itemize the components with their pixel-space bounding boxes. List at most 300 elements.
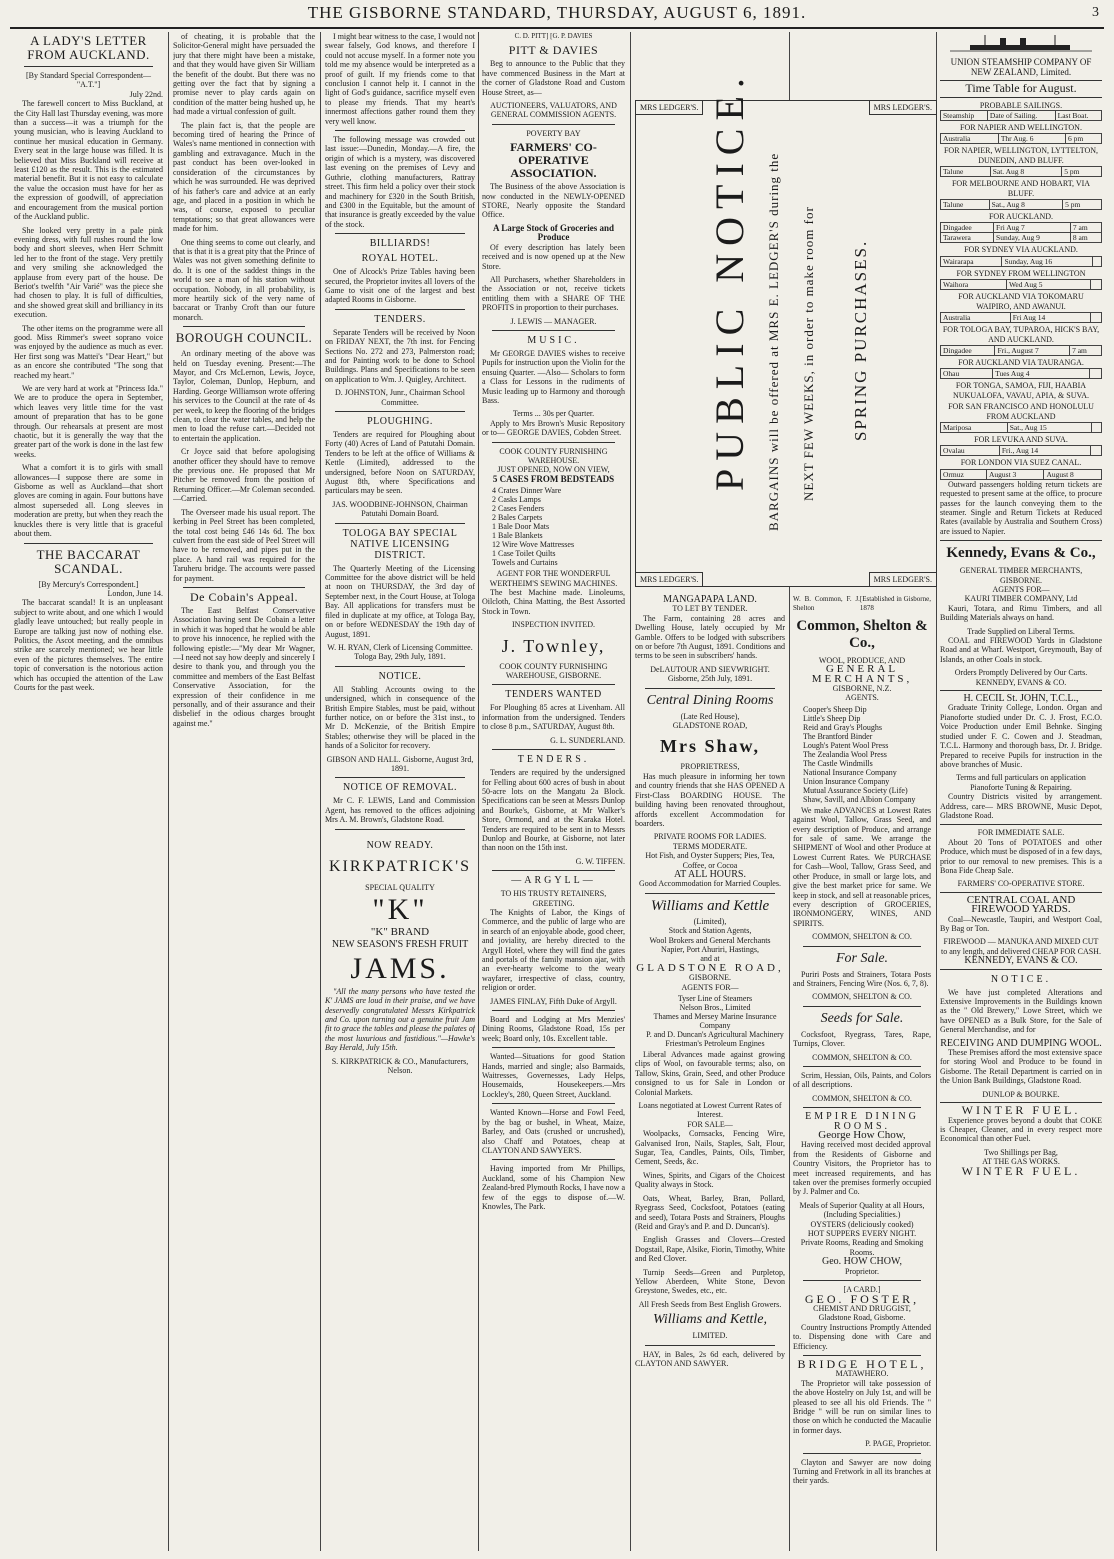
table-row <box>941 280 1102 290</box>
paragraph: Country Instructions Promptly Attended to. Dispensing done with Care and Efficiency. <box>793 1322 931 1351</box>
table-cell: Wed Aug 5 <box>1006 280 1090 290</box>
ad-heading: TENDERS WANTED <box>505 689 602 701</box>
paragraph: Having imported from Mr Phillips, Auckland, some of his Champion New Zealand-bred Plymouth Rocks, I have now a few of the eggs to dispose of.—W. Knowles, The Park. <box>482 1164 625 1211</box>
ad-subheading: CHEMIST AND DRUGGIST, <box>813 1303 911 1313</box>
paragraph: Graduate Trinity College, London. Organ and Pianoforte studied under Dr. C. J. Frost, F.C.O. Voice Production under Emil Behnke. Singing studied under F. C. Cowen and J. Steadman, T.C.L. Harmony and thorough bass, Dr. J. Bridge. Prepared to receive Pupils for instruction in the above branches of Music. <box>940 703 1102 769</box>
paragraph: The East Belfast Conservative Association having sent De Cobain a letter in which it was hoped that he would be able to prove his innocence, he replied with the following epistle:—"My dear Mr Wagner,—I need not say how deeply and sincerely I desire to thank you, and through you the committee and members of the East Belfast Conservative Association, for the expression of their confidence in me personally, and of their assurance and their disbelief in the odious charges brought against me." <box>173 605 315 728</box>
divider <box>803 1006 921 1007</box>
table-cell: Ormuz <box>941 469 987 479</box>
ad-subheading: TERMS MODERATE. <box>672 841 748 851</box>
divider <box>183 326 305 327</box>
table-cell <box>1090 446 1101 456</box>
paragraph: For Ploughing 85 acres at Livenham. All information from the undersigned. Tenders to close 8 p.m., SATURDAY, August 8th. <box>482 703 625 732</box>
sailing-table <box>940 222 1102 243</box>
ad-subheading: LIMITED. <box>692 1331 728 1341</box>
table-cell: Sunday, Aug 16 <box>1002 256 1093 266</box>
header-left: W. B. Common, F. J. Shelton <box>793 595 860 613</box>
masthead-title: THE GISBORNE STANDARD, THURSDAY, AUGUST 6, 1891. <box>307 3 807 22</box>
ad-subheading: INSPECTION INVITED. <box>511 620 596 630</box>
list-item: Mutual Assurance Society (Life) <box>803 785 908 795</box>
table-cell: Sat., Aug 15 <box>1007 422 1091 432</box>
route-destination: FOR SAN FRANCISCO AND HONOLULU FROM AUCKLAND <box>948 402 1094 421</box>
table-cell: Tues Aug 4 <box>993 369 1090 379</box>
ad-subheading: FIREWOOD — MANUKA AND MIXED CUT to any length, and delivered CHEAP FOR CASH. <box>941 937 1101 956</box>
paragraph: Coal—Newcastle, Taupiri, and Westport Coal, By Bag or Ton. <box>940 914 1102 933</box>
ad-subheading: AGENT FOR THE WONDERFUL WERTHEIM'S SEWING MACHINES. <box>489 569 618 588</box>
column-divider <box>320 32 321 1551</box>
ad-subheading: Hot Fish, and Oyster Suppers; Pies, Tea, Coffee, or Cocoa <box>645 851 775 870</box>
table-cell: Talune <box>941 200 990 210</box>
notice-line: NEXT FEW WEEKS, in order to make room for <box>801 206 816 501</box>
paragraph: Cocksfoot, Ryegrass, Tares, Rape, Turnips, Clover. <box>793 1029 931 1049</box>
ad-heading: KIRKPATRICK'S <box>328 857 472 875</box>
ad-subheading: Proprietor. <box>845 1266 879 1276</box>
table-row <box>941 469 1102 479</box>
byline: [By Mercury's Correspondent.] <box>38 579 139 589</box>
signature: COMMON, SHELTON & CO. <box>812 992 912 1002</box>
list-item: Friestman's Petroleum Engines <box>665 1039 765 1048</box>
table-cell: 6 pm <box>1065 134 1101 144</box>
divider <box>645 688 775 689</box>
route-destination: FOR MELBOURNE AND HOBART, VIA BLUFF. <box>951 179 1091 198</box>
divider <box>24 543 153 544</box>
table-cell: Ovalau <box>941 446 1000 456</box>
ad-heading: ROYAL HOTEL. <box>361 253 439 265</box>
ad-subheading: AT ALL HOURS. <box>674 868 746 880</box>
paragraph: Wines, Spirits, and Cigars of the Choicest Quality always in Stock. <box>635 1170 785 1190</box>
signature: COMMON, SHELTON & CO. <box>812 1093 912 1103</box>
ad-subheading: (Limited), <box>693 916 727 926</box>
masthead <box>0 0 1114 26</box>
ad-subheading: [A CARD.] <box>843 1285 881 1295</box>
list-item: 2 Casks Lamps <box>492 495 541 505</box>
ad-subheading: TO LET BY TENDER. <box>672 604 748 614</box>
ad-heading: NOW READY. <box>366 839 434 851</box>
divider <box>335 829 465 830</box>
ad-subheading: GISBORNE. <box>688 973 731 983</box>
signature: DeLAUTOUR AND SIEVWRIGHT. Gisborne, 25th July, 1891. <box>650 664 770 684</box>
sailing-table <box>940 345 1102 356</box>
column-divider <box>630 32 631 1551</box>
signature: W. H. RYAN, Clerk of Licensing Committee. Tologa Bay, 29th July, 1891. <box>327 642 473 662</box>
paragraph: We are very hard at work at "Princess Ida." We are to produce the opera in September, which leaves very little time for the vast amount of preparation that has to be gone through. Our rehearsals at present are most chaotic, but it is generally the way that the greater part of the work is done in the last few weeks. <box>14 384 163 459</box>
paragraph: We have just completed Alterations and Extensive Improvements in the Buildings known as the " Old Brewery," Lowe Street, which we have OPENED as a Bulk Store, for the Sale of General Merchandise, and for <box>940 987 1102 1035</box>
paragraph: The best Machine made. Linoleums, Oilcloth, China Matting, the Best Assorted Stock in Town. <box>482 588 625 616</box>
paragraph: An ordinary meeting of the above was held on Tuesday evening. Present:—The Mayor, and Crs McLernon, Lewis, Joyce, Taylor, Coleman, Dunlop, Hepburn, and Harding. George Williamson wrote offering his services to the Council at the rate of 4s per week, to keep the flooring of the bridges clean, to clear the water tables, and help the men to load the refuse cart.—Decided not to entertain the application. <box>173 349 315 443</box>
column-divider <box>478 32 479 1551</box>
ad-heading: TENDERS. <box>374 313 426 325</box>
ad-heading: GLADSTONE ROAD, <box>636 961 784 974</box>
ad-heading: Central Dining Rooms <box>646 692 774 708</box>
ad-subheading: GISBORNE, N.Z. <box>832 684 892 694</box>
paragraph: Of every description has lately been received and is now opened up at the New Store. <box>482 242 625 271</box>
table-row <box>941 446 1102 456</box>
ad-heading: Williams and Kettle, <box>653 1312 767 1328</box>
signature: JAS. WOODBINE-JOHNSON, Chairman Patutahi Domain Board. <box>332 499 468 519</box>
paragraph: The following message was crowded out last issue:—Dunedin, Monday.—A fire, the origin of which is a mystery, was discovered last evening on the premises of Levy and Guthrie, clothing manufacturers, Rattray street. This firm held a policy over their stock and machinery for £320 in the South British, and £300 in the Equitable, but the amount of that insurance is greatly exceeded by the value of the stock. <box>325 135 475 229</box>
ad-subheading: Loans negotiated at Lowest Current Rates of Interest. <box>638 1101 782 1120</box>
ad-heading: RECEIVING AND DUMPING WOOL. <box>940 1037 1102 1049</box>
ad-subheading: MATAWHERO. <box>835 1369 889 1379</box>
agent-list <box>803 705 931 804</box>
ad-heading: Seeds for Sale. <box>820 1010 904 1026</box>
list-item: 2 Cases Fenders <box>492 504 544 514</box>
sailings-list <box>940 123 1102 480</box>
paragraph: Country Districts visited by arrangement. Address, care— MRS BROWNE, Music Depot, Gladstone Road. <box>940 792 1102 820</box>
divider <box>24 66 153 67</box>
table-row <box>941 134 1102 144</box>
paragraph: Has much pleasure in informing her town and country friends that she HAS OPENED A First-Class BOARDING HOUSE. The building having been renovated throughout, affords excellent Accommodation for boarders. <box>635 771 785 828</box>
ad-heading: H. CECIL St. JOHN, T.C.L., <box>963 693 1079 705</box>
divider <box>183 587 305 588</box>
ad-heading: For Sale. <box>835 950 889 966</box>
article-heading: A LADY'S LETTER FROM AUCKLAND. <box>27 33 150 62</box>
ad-heading: CENTRAL COAL AND FIREWOOD YARDS. <box>966 893 1076 916</box>
table-row <box>941 167 1102 177</box>
ad-subheading: AGENTS. <box>845 693 879 703</box>
list-item: The Brantford Binder <box>803 731 873 741</box>
ad-heading: EMPIRE DINING ROOMS. <box>805 1111 919 1132</box>
corner-label: MRS LEDGER'S. <box>869 572 937 587</box>
signature: COMMON, SHELTON & CO. <box>812 932 912 942</box>
table-cell <box>1091 422 1101 432</box>
ad-subheading: PROPRIETRESS, <box>680 762 740 772</box>
ad-subheading: AUCTIONEERS, VALUATORS, AND GENERAL COMMISSION AGENTS. <box>490 101 617 120</box>
ad-header <box>793 595 931 614</box>
ad-subheading: AGENTS FOR— <box>992 585 1050 594</box>
table-cell: August 8 <box>1044 469 1102 479</box>
paragraph: I might bear witness to the case, I would not swear falsely, God knows, and therefore I could not accuse myself. In a former note you told me my absence would be interpreted as a proof of guilt. If my friends come to that conclusion I cannot help it. I cannot in the light of God's guidance, sacrifice myself even to please my friends. That my heart's innermost affections gather round them they very well know. <box>325 32 475 126</box>
divider <box>335 309 465 310</box>
ad-subheading: GENERAL TIMBER MERCHANTS, GISBORNE. <box>959 566 1083 585</box>
divider <box>940 969 1102 970</box>
ad-heading: BRIDGE HOTEL, <box>797 1356 927 1371</box>
divider <box>492 442 615 443</box>
sailing-table <box>940 199 1102 210</box>
ad-heading: J. Townley, <box>501 635 606 656</box>
table-cell: Tarawera <box>941 233 994 243</box>
paragraph: Separate Tenders will be received by Noon on FRIDAY NEXT, the 7th inst. for Fencing Sections No. 272 and 273, Palmerston road; and for Painting work to be done to School Buildings. Plans and Specifications to be seen on application to Wm. J. Quigley, Architect. <box>325 327 475 384</box>
ad-heading: Common, Shelton & Co., <box>796 617 928 651</box>
route-destination: FOR SYDNEY FROM WELLINGTON <box>956 268 1086 278</box>
ad-subheading: (Late Red House), <box>680 711 740 721</box>
column-header: Steamship <box>941 111 988 121</box>
article-heading: BOROUGH COUNCIL. <box>175 330 313 346</box>
sailing-table <box>940 312 1102 323</box>
ad-subheading: TO HIS TRUSTY RETAINERS, GREETING. <box>500 889 607 908</box>
signature: G. L. SUNDERLAND. <box>550 735 625 745</box>
ad-subheading: WOOL, PRODUCE, AND <box>818 655 906 665</box>
ad-heading: NOTICE. <box>990 973 1052 985</box>
divider <box>940 690 1102 691</box>
terms: Terms ... 30s per Quarter. <box>512 409 595 419</box>
signature: KENNEDY, EVANS & CO. <box>964 955 1078 967</box>
ad-subheading: Orders Promptly Delivered by Our Carts. <box>954 668 1088 678</box>
table-row <box>941 369 1102 379</box>
paragraph: The plain fact is, that the people are becoming tired of hearing the Prince of Wales's name mentioned in connection with gambling and extravagance. Much in the past conduct has been over-looked in consideration of the circumstances by which he was surrounded. He was deprived of his father's care and advice at an early age, and placed in a position in which he was, of course, exposed to peculiar temptations; so that great allowances were made for him. <box>173 120 315 234</box>
table-cell: Fri., August 7 <box>995 345 1070 355</box>
paragraph: These Premises afford the most extensive space for storing Wool and Produce to be found in Gisborne. The Retail Department is carried on in the Union Bank Buildings, Gladstone Road. <box>940 1048 1102 1086</box>
paragraph: Cr Joyce said that before apologising another officer they should have to remove the previous one. He proposed that Mr Pitcher be removed from the position of Returning Officer.—Mr Coleman seconded.—Carried. <box>173 447 315 504</box>
ad-heading: Geo. HOW CHOW, <box>822 1256 902 1268</box>
route-destination: FOR NAPIER AND WELLINGTON. <box>960 123 1082 133</box>
paragraph: Woolpacks, Cornsacks, Fencing Wire, Galvanised Iron, Nails, Staples, Salt, Flour, Sugar, Tea, Candles, Paints, Oils, Timber, Cement, Seeds, &c. <box>635 1129 785 1167</box>
list-item: Reid and Gray's Ploughs <box>803 722 882 732</box>
ad-subheading: HOT SUPPERS EVERY NIGHT. <box>807 1229 917 1239</box>
divider <box>492 749 615 750</box>
ad-heading: TENDERS. <box>517 754 590 766</box>
table-cell: 5 pm <box>1062 167 1102 177</box>
table-cell: Sunday, Aug 9 <box>994 233 1071 243</box>
divider <box>492 330 615 331</box>
paragraph: English Grasses and Clovers—Crested Dogstail, Rape, Alsike, Fiorin, Timothy, White and Red Clover. <box>635 1235 785 1264</box>
byline: [By Standard Special Correspondent— "A.T."] <box>25 71 152 90</box>
table-cell <box>1093 256 1102 266</box>
divider <box>492 1159 615 1160</box>
table-row <box>941 223 1102 233</box>
corner-label: MRS LEDGER'S. <box>869 100 937 115</box>
list-item: National Insurance Company <box>803 767 897 777</box>
column-header: Date of Sailing. <box>987 111 1055 121</box>
ad-heading: MUSIC. <box>527 334 580 346</box>
paragraph: Beg to announce to the Public that they have commenced Business in the Mart at the corner of Gladstone Road and Custom House Street, as— <box>482 59 625 97</box>
paragraph: Wanted—Situations for good Station Hands, married and single; also Barmaids, Waitresses, Governesses, Lady Helps, Housemaids, Housekeepers.—Mrs Lockley's, 280, Queen Street, Auckland. <box>482 1052 625 1099</box>
list-item: Cooper's Sheep Dip <box>803 704 867 714</box>
ad-subheading: "K" BRAND <box>370 926 430 938</box>
ad-subheading: JUST OPENED, NOW ON VIEW, <box>497 465 610 475</box>
ad-heading: GENERAL MERCHANTS, <box>811 663 913 685</box>
ad-heading: NOTICE. <box>378 670 422 682</box>
paragraph: Scrim, Hessian, Oils, Paints, and Colors of all descriptions. <box>793 1070 931 1090</box>
public-notice-box <box>635 70 937 587</box>
route-destination: FOR AUCKLAND. <box>988 212 1053 222</box>
sailing-table <box>940 368 1102 379</box>
paragraph: All Purchasers, whether Shareholders in the Association or not, receive tickets entitling them with a SHARE OF THE PROFITS in proportion to their purchases. <box>482 274 625 313</box>
ad-heading: 5 CASES FROM BEDSTEADS <box>492 473 615 484</box>
list-item: 1 Bale Blankets <box>492 531 543 541</box>
sailings-header <box>940 110 1102 121</box>
paragraph: The Quarterly Meeting of the Licensing Committee for the above district will be held at noon on THURSDAY, the 3rd day of September next, in the Court House, at Tologa Bay. All applications for transfers must be filed in duplicate at my office, at Tologa Bay, on or before WEDNESDAY the 19th day of August, 1891. <box>325 563 475 639</box>
paragraph: The Overseer made his usual report. The kerbing in Peel Street has been completed, the total cost being £46 14s 6d. The box culvert from the east side of Peel Street will have to be removed, and pipes put in the place. A hand rail was required for the Taruheru bridge. The accounts were passed for payment. <box>173 507 315 583</box>
table-cell: 8 am <box>1070 233 1101 243</box>
ad-heading: JAMS. <box>350 951 450 985</box>
paragraph: Having received most decided approval from the Residents of Gisborne and Country Visitors, the Proprietor has to meet increased requirements, and has taken over the premises formerly occupied by J. Palmer and Co. <box>793 1140 931 1197</box>
ad-subheading: Gladstone Road, Gisborne. <box>818 1313 906 1323</box>
ad-subheading: SPECIAL QUALITY <box>365 882 435 892</box>
table-row <box>941 345 1102 355</box>
ad-subheading: Stock and Station Agents, <box>668 926 752 936</box>
divider <box>335 411 465 412</box>
divider <box>803 1453 921 1454</box>
ad-subheading: OYSTERS (deliciously cooked) <box>810 1219 914 1229</box>
table-cell: August 3 <box>986 469 1044 479</box>
masthead-rule <box>10 27 1104 29</box>
list-item: Nelson Bros., Limited <box>679 1003 751 1012</box>
paragraph: Experience proves beyond a doubt that COKE is Cheaper, Cleaner, and in every respect more Economical than other Fuel. <box>940 1115 1102 1144</box>
divider <box>335 523 465 524</box>
table-cell: Thr Aug. 6 <box>998 134 1065 144</box>
signature: S. KIRKPATRICK & CO., Manufacturers, Nelson. <box>331 1056 469 1076</box>
paragraph: She looked very pretty in a pale pink evening dress, with full rushes round the low body and short sleeves, when Herr Schmitt led her to the front of the stage. Very prettily and very smiling she acknowledged the applause from every part of the house. De Beriot's twelfth "Air Varié" was the piece she had chosen to play. It is full of difficulties, and she showed great skill and brilliancy in its execution. <box>14 225 163 320</box>
divider <box>335 777 465 778</box>
paragraph: About 20 Tons of POTATOES and other Produce, which must be disposed of in a few days, prior to our removal to new premises. This is a Bona Fide Cheap Sale. <box>940 837 1102 875</box>
header-right: [Established in Gisborne, 1878 <box>859 595 931 613</box>
column-1 <box>14 32 163 1551</box>
list-item: The Castle Windmills <box>803 758 873 768</box>
dateline: London, June 14. <box>107 588 163 598</box>
ad-subheading: COOK COUNTY FURNISHING WAREHOUSE. <box>499 446 608 465</box>
signature: FARMERS' CO-OPERATIVE STORE. <box>957 879 1085 889</box>
article-heading: THE BACCARAT SCANDAL. <box>36 546 141 576</box>
paragraph: Tenders are required by the undersigned for Felling about 600 acres of bush in about 50-acre lots on the Mangatu 2a Block. Specifications can be seen at Messrs Dunlop and Bourke's, Gisborne, at Mr Walker's Store, Ormond, and at the Karaka Hotel. Tenders are required to be sent in to Messrs Dunlop and Bourke, at Gisborne, not later than noon on the 15th inst. <box>482 768 625 853</box>
ad-heading: WINTER FUEL. <box>961 1163 1081 1178</box>
paragraph: Mr C. F. LEWIS, Land and Commission Agent, has removed to the offices adjoining Mrs A. M. Brown's, Gladstone Road. <box>325 796 475 825</box>
table-cell: Ohau <box>941 369 993 379</box>
table-cell: Mariposa <box>941 422 1008 432</box>
ad-subheading: Napier, Port Ahuriri, Hastings, <box>661 944 759 954</box>
list-item: 2 Bales Carpets <box>492 513 543 523</box>
ad-subheading: PROBABLE SAILINGS. <box>979 100 1063 110</box>
paragraph: Turnip Seeds—Green and Purpletop, Yellow Aberdeen, White Stone, Devon Greystone, Swedes, etc., etc. <box>635 1267 785 1296</box>
ad-subheading: Terms and full particulars on application <box>956 773 1086 783</box>
ad-subheading: Wool Brokers and General Merchants <box>649 935 771 945</box>
ad-subheading: POVERTY BAY <box>526 128 581 138</box>
list-item: 1 Case Toilet Quilts <box>492 549 556 559</box>
paragraph: of cheating, it is probable that the Solicitor-General might have persuaded the jury that there might have been a mistake, and that they would have given Sir William the benefit of the doubt. But there was no getting over the fact that by signing a promise never to play cards again on condition of the matter being hushed up, he had made a virtual confession of guilt. <box>173 32 315 117</box>
ad-heading: PITT & DAVIES <box>508 43 599 58</box>
divider <box>803 946 921 947</box>
table-row <box>941 313 1102 323</box>
route-destination: FOR LONDON VIA SUEZ CANAL. <box>960 458 1082 468</box>
table-cell: 7 am <box>1070 223 1101 233</box>
page-number: 3 <box>1092 5 1100 20</box>
paragraph: The farewell concert to Miss Buckland, at the City Hall last Thursday evening, was more than a success—it was a triumph for the young musician, who is leaving Auckland to continue her musical education in Germany. Every seat in the large house was filled. It is believed that Miss Buckland will receive at least £120 as the result. This is the estimated material benefit. But it is not easy to calculate the value the occasion must have for her as the expression of goodwill, of appreciation and encouragement from the musical portion of the Auckland public. <box>14 99 163 222</box>
sailing-table <box>940 445 1102 456</box>
route-destination: FOR TONGA, SAMOA, FIJI, HAABIA NUKUALOFA, VAVAU, APIA, & SUVA. <box>952 381 1090 400</box>
signature: D. JOHNSTON, Junr., Chairman School Committee. <box>334 388 466 407</box>
ad-subheading: COOK COUNTY FURNISHING WAREHOUSE, GISBORNE. <box>499 661 608 681</box>
paragraph: Tenders are required for Ploughing about Forty (40) Acres of Land of Patutahi Domain. Tenders to be left at the office of Williams & Kettle (Limited), addressed to the undersigned, before Noon on SATURDAY, August 8th, where Specifications and particulars may be seen. <box>325 430 475 496</box>
divider <box>940 824 1102 825</box>
table-cell: 7 am <box>1070 345 1102 355</box>
column-3 <box>325 32 475 1551</box>
route-destination: FOR NAPIER, WELLINGTON, LYTTELTON, DUNEDIN, AND BLUFF. <box>943 146 1098 165</box>
table-cell: Wairarapa <box>941 256 1002 266</box>
ad-subheading: GLADSTONE ROAD, <box>672 721 748 731</box>
ad-heading: Mrs Shaw, <box>659 736 760 757</box>
notice-line: SPRING PURCHASES. <box>851 239 870 441</box>
table-row <box>941 200 1102 210</box>
list-item: 4 Crates Dinner Ware <box>492 486 562 496</box>
table-cell: Dingadee <box>941 223 994 233</box>
ad-heading: TOLOGA BAY SPECIAL NATIVE LICENSING DISTRICT. <box>342 527 458 561</box>
ad-subheading: FOR IMMEDIATE SALE. <box>977 828 1065 838</box>
table-cell: Fri., Aug 14 <box>999 446 1090 456</box>
table-cell <box>1091 280 1102 290</box>
ad-heading: Kennedy, Evans & Co., <box>946 545 1096 562</box>
table-cell: 5 pm <box>1063 200 1102 210</box>
table-cell: Fri Aug 14 <box>1010 313 1091 323</box>
paragraph: Liberal Advances made against growing clips of Wool, on favourable terms; also, on Tallow, Skins, Grain, Seed, and other Produce consigned to us for Sale in London or Colonial Markets. <box>635 1050 785 1097</box>
ad-heading: NOTICE OF REMOVAL. <box>342 782 458 794</box>
column-divider <box>168 32 169 1551</box>
route-destination: FOR AUCKLAND VIA TAURANGA. <box>958 357 1084 367</box>
signature: JAMES FINLAY, Fifth Duke of Argyll. <box>490 996 617 1006</box>
corner-label: MRS LEDGER'S. <box>635 572 703 587</box>
paragraph: Oats, Wheat, Barley, Bran, Pollard, Ryegrass Seed, Cocksfoot, Potatoes (eating and seed), Totara Posts and Strainers, Ploughs (Reid and Gray's and P. and D. Duncan's). <box>635 1193 785 1231</box>
ad-subheading: A Large Stock of Groceries and Produce <box>492 222 615 243</box>
ad-heading: BILLIARDS! <box>369 238 431 250</box>
paragraph: The Knights of Labor, the Kings of Commerce, and the public of large who are in search of an enjoyable abode, good cheer, and joviality, are hereby directed to the Argyll Hotel, where they will find the gates and portals of the family mansion ajar, with an ever-hearty welcome to the weary wayfarer, irrespective of class, country, religion or order. <box>482 907 625 993</box>
sailing-table <box>940 422 1102 433</box>
list-item: Shaw, Savill, and Albion Company <box>803 794 916 804</box>
testimonial: "All the many persons who have tested the K' JAMS are loud in their praise, and we have deservedly congratulated Messrs Kirkpatrick and Co. upon turning out a genuine fruit Jam fit to grace the tables and please the palates of the most luxurious and fastidious."—Hawke's Bay Herald, July 15th. <box>325 986 475 1053</box>
paragraph: Clayton and Sawyer are now doing Turning and Fretwork in all its branches at their yards. <box>793 1457 931 1486</box>
signature: J. LEWIS — MANAGER. <box>510 316 597 326</box>
paragraph: The baccarat scandal! It is an unpleasant subject to write about, and one which I would gladly leave untouched; but really people in Europe are talking just now of nothing else. Politics, the Ascot meeting, and the omnibus strike are scarcely mentioned; we hear little even of the pictures themselves. The entire topic of conversation is the notorious action which has occupied the attention of the Law Courts for the past week. <box>14 598 163 692</box>
ad-heading: —ARGYLL— <box>511 875 596 887</box>
ad-heading: UNION STEAMSHIP COMPANY OF NEW ZEALAND, Limited. <box>950 57 1092 77</box>
ad-subheading: FOR SALE— <box>687 1119 733 1129</box>
paragraph: One of Alcock's Prize Tables having been secured, the Proprietor invites all lovers of the Game to visit one of the largest and best adapted Rooms in Gisborne. <box>325 267 475 305</box>
divider <box>492 1047 615 1048</box>
divider <box>940 540 1102 541</box>
ad-subheading: AGENTS FOR— <box>681 982 739 992</box>
ad-heading: FARMERS' CO-OPERATIVE ASSOCIATION. <box>510 140 597 181</box>
divider <box>492 124 615 125</box>
divider <box>492 1010 615 1011</box>
sailing-table <box>940 166 1102 177</box>
notice-line: BARGAINS will be offered at MRS E. LEDGER'S during the <box>766 152 781 531</box>
table-cell: Talune <box>941 167 991 177</box>
divider <box>940 97 1102 98</box>
ad-subheading: All Fresh Seeds from Best English Growers. <box>638 1299 782 1309</box>
ad-subheading: KAURI TIMBER COMPANY, Ltd <box>964 594 1078 604</box>
paragraph: HAY, in Bales, 2s 6d each, delivered by CLAYTON AND SAWYER. <box>635 1349 785 1368</box>
table-cell: Fri Aug 7 <box>994 223 1071 233</box>
ad-subheading: NEW SEASON'S FRESH FRUIT <box>331 939 469 951</box>
ad-heading: George How Chow, <box>818 1129 906 1141</box>
route-destination: FOR AUCKLAND VIA TOKOMARU WAIPIRO, AND AWANUI. <box>958 292 1084 311</box>
ad-subheading: Private Rooms, Reading and Smoking Rooms. <box>800 1238 924 1257</box>
list-item: Union Insurance Company <box>803 776 890 786</box>
paragraph: COAL and FIREWOOD Yards in Gladstone Road and at Wharf. Westport, Greymouth, Bay of Islands, an other Coals in stock. <box>940 636 1102 664</box>
list-item: 12 Wire Wove Mattresses <box>492 540 575 550</box>
list-item: 1 Bale Door Mats <box>492 522 550 532</box>
ad-heading: Time Table for August. <box>965 81 1077 96</box>
brand-mark: "K" <box>372 893 428 926</box>
ad-subheading: PRIVATE ROOMS FOR LADIES. <box>653 832 767 842</box>
sailing-table <box>940 256 1102 267</box>
ad-subheading: AT THE GAS WORKS. <box>982 1157 1060 1167</box>
ad-heading: WINTER FUEL. <box>961 1103 1081 1118</box>
steamship-icon <box>940 35 1102 53</box>
table-cell <box>1091 313 1102 323</box>
table-cell: Sat. Aug 8 <box>990 167 1062 177</box>
route-destination: FOR LEVUKA AND SUVA. <box>974 434 1068 444</box>
divider <box>940 892 1102 893</box>
paragraph: Board and Lodging at Mrs Menzies' Dining Rooms, Gladstone Road, 15s per week; Board only, 10s. Excellent table. <box>482 1015 625 1043</box>
column-4 <box>482 32 625 1551</box>
ad-header-names: C. D. PITT] [G. P. DAVIES <box>514 32 593 40</box>
ad-subheading: Pianoforte Tuning & Repairing. <box>970 782 1072 792</box>
list-item: Little's Sheep Dip <box>803 713 861 723</box>
divider <box>335 233 465 234</box>
paragraph: Kauri, Totara, and Rimu Timbers, and all Building Materials always on hand. <box>940 603 1102 623</box>
paragraph: The other items on the programme were all good. Miss Rimmer's sweet soprano voice was enjoyed by the audience as much as ever. Her first song was Mattei's "Dear Heart," but as an encore she contributed "The song that reached my heart." <box>14 323 163 380</box>
table-cell: Australia <box>941 134 999 144</box>
signature: G. W. TIFFEN. <box>575 856 625 866</box>
